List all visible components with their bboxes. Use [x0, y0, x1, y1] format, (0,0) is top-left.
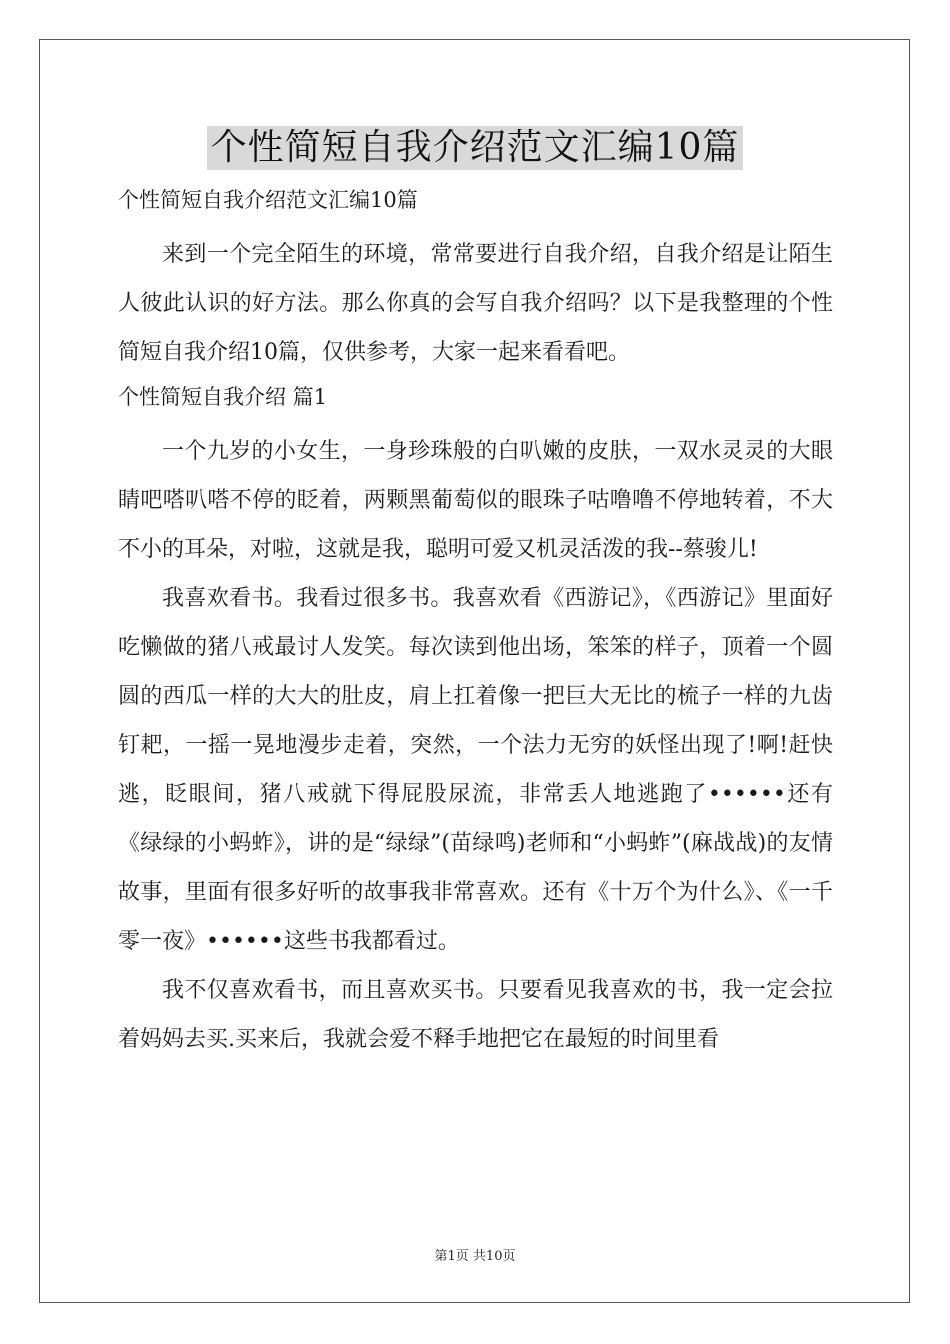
title-container: [0, 126, 950, 170]
document-body: [118, 180, 833, 1064]
body-paragraph: 我喜欢看书。我看过很多书。我喜欢看《西游记》，《西游记》里面好吃懒做的猪八戒最讨人发笑。每次读到他出场，笨笨的样子，顶着一个圆圆的西瓜一样的大大的肚皮，肩上扛着像一把巨大无比的梳子一样的九齿钉耙，一摇一晃地漫步走着，突然，一个法力无穷的妖怪出现了!啊!赶快逃，眨眼间，猪八戒就下得屁股尿流，非常丢人地逃跑了••••••还有《绿绿的小蚂蚱》，讲的是“绿绿”(苗绿鸣)老师和“小蚂蚱”(麻战战)的友情故事，里面有很多好听的故事我非常喜欢。还有《十万个为什么》、《一千零一夜》••••••这些书我都看过。: [118, 586, 833, 954]
document-subtitle: 个性简短自我介绍范文汇编10篇: [118, 188, 418, 212]
body-paragraph: 一个九岁的小女生，一身珍珠般的白叭嫩的皮肤，一双水灵灵的大眼睛吧嗒叭嗒不停的眨着，两颗黑葡萄似的眼珠子咕噜噜不停地转着，不大不小的耳朵，对啦，这就是我，聪明可爱又机灵活泼的我--蔡骏儿!: [118, 439, 833, 562]
section-heading: 个性简短自我介绍 篇1: [118, 385, 328, 409]
body-paragraph: 我不仅喜欢看书，而且喜欢买书。只要看见我喜欢的书，我一定会拉着妈妈去买.买来后，我就会爱不释手地把它在最短的时间里看: [118, 978, 833, 1052]
page-footer: 第1页 共10页: [434, 1249, 516, 1264]
intro-paragraph: 来到一个完全陌生的环境，常常要进行自我介绍，自我介绍是让陌生人彼此认识的好方法。那么你真的会写自我介绍吗？以下是我整理的个性简短自我介绍10篇，仅供参考，大家一起来看看吧。: [118, 242, 833, 365]
document-title: 个性简短自我介绍范文汇编10篇: [207, 126, 744, 170]
